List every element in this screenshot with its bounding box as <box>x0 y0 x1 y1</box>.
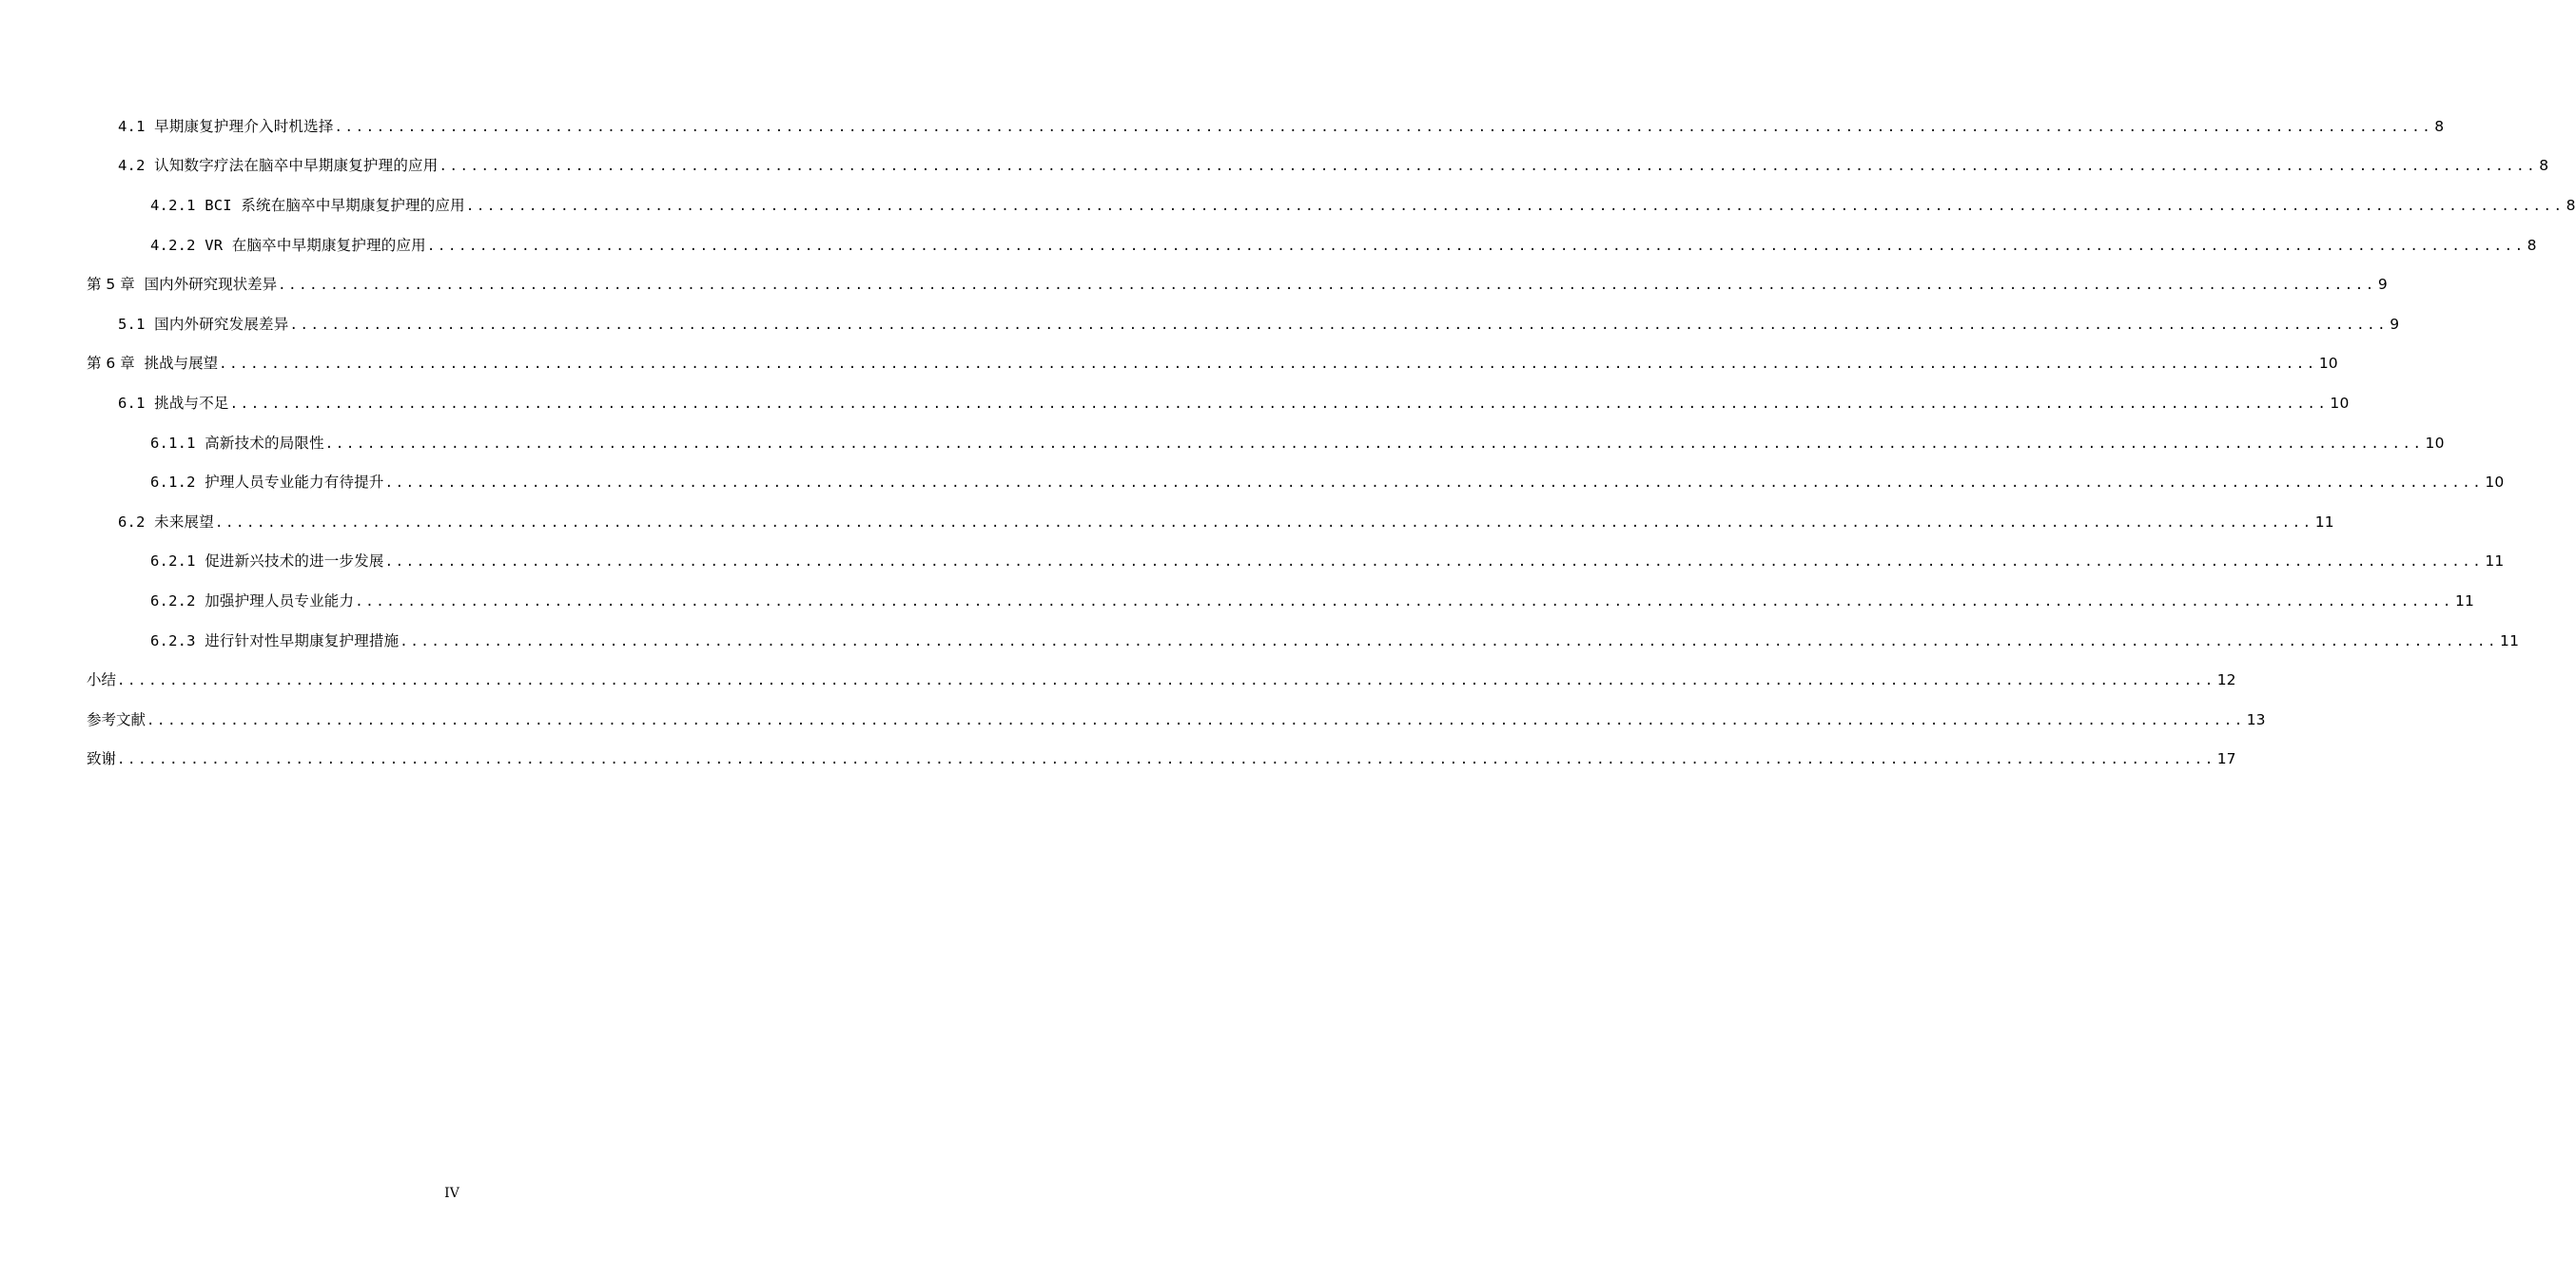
toc-leader-dots: ........................................................................................................................................................................................................ <box>278 278 2376 294</box>
toc-entry-page: 13 <box>2246 710 2266 728</box>
table-of-contents <box>0 106 2576 779</box>
toc-entry-title: 6.2.1 促进新兴技术的进一步发展 <box>150 552 384 571</box>
toc-entry-title: 6.2.3 进行针对性早期康复护理措施 <box>150 631 400 649</box>
toc-leader-dots: ........................................................................................................................................................................................................ <box>324 436 2424 452</box>
toc-entry-page: 10 <box>2318 355 2338 373</box>
toc-entry-title: 致谢 <box>87 750 117 768</box>
toc-entry-page: 11 <box>2500 631 2520 649</box>
toc-leader-dots: ........................................................................................................................................................................................................ <box>465 198 2565 214</box>
toc-entry[interactable] <box>0 700 2266 740</box>
toc-entry-page: 11 <box>2314 513 2334 531</box>
toc-entry-page: 17 <box>2216 750 2236 768</box>
toc-entry[interactable] <box>0 106 2445 146</box>
toc-entry[interactable] <box>0 264 2388 304</box>
toc-entry[interactable] <box>0 225 2537 265</box>
toc-entry[interactable] <box>0 502 2334 542</box>
toc-entry[interactable] <box>0 542 2505 582</box>
toc-entry[interactable] <box>0 621 2520 661</box>
toc-entry[interactable] <box>0 660 2236 700</box>
toc-entry-title: 4.1 早期康复护理介入时机选择 <box>118 117 334 135</box>
toc-entry[interactable] <box>0 383 2350 423</box>
toc-entry[interactable] <box>0 462 2505 502</box>
toc-entry-page: 8 <box>2527 236 2537 254</box>
toc-leader-dots: ........................................................................................................................................................................................................ <box>355 593 2453 610</box>
toc-entry-title: 6.2.2 加强护理人员专业能力 <box>150 591 355 610</box>
toc-leader-dots: ........................................................................................................................................................................................................ <box>146 712 2245 728</box>
toc-entry-title: 6.1 挑战与不足 <box>118 394 229 412</box>
toc-entry-title: 小结 <box>87 671 117 689</box>
toc-entry[interactable] <box>0 146 2549 186</box>
toc-entry-page: 11 <box>2485 552 2505 571</box>
toc-entry-page: 12 <box>2216 671 2236 689</box>
toc-entry-title: 4.2 认知数字疗法在脑卒中早期康复护理的应用 <box>118 157 439 175</box>
toc-entry-page: 8 <box>2539 157 2549 175</box>
toc-entry-title: 参考文献 <box>87 710 146 728</box>
toc-leader-dots: ........................................................................................................................................................................................................ <box>384 475 2484 492</box>
toc-entry-page: 10 <box>2330 394 2350 412</box>
toc-leader-dots: ........................................................................................................................................................................................................ <box>289 317 2389 333</box>
toc-leader-dots: ........................................................................................................................................................................................................ <box>219 357 2317 373</box>
toc-entry-page: 8 <box>2434 117 2445 135</box>
toc-leader-dots: ........................................................................................................................................................................................................ <box>214 514 2313 531</box>
toc-entry[interactable] <box>0 304 2400 344</box>
toc-entry-title: 第 5 章 国内外研究现状差异 <box>87 276 278 294</box>
toc-entry-page: 10 <box>2425 434 2445 452</box>
toc-leader-dots: ........................................................................................................................................................................................................ <box>400 633 2499 649</box>
toc-entry[interactable] <box>0 740 2236 780</box>
toc-entry-page: 8 <box>2566 196 2576 214</box>
page-number: IV <box>444 1186 459 1201</box>
toc-entry[interactable] <box>0 423 2445 463</box>
toc-entry[interactable] <box>0 581 2475 621</box>
toc-leader-dots: ........................................................................................................................................................................................................ <box>229 396 2329 412</box>
toc-leader-dots: ........................................................................................................................................................................................................ <box>117 673 2215 689</box>
toc-entry-title: 6.1.2 护理人员专业能力有待提升 <box>150 474 384 492</box>
toc-entry-title: 第 6 章 挑战与展望 <box>87 355 219 373</box>
toc-entry-title: 6.2 未来展望 <box>118 513 214 531</box>
toc-entry-page: 9 <box>2377 276 2388 294</box>
toc-leader-dots: ........................................................................................................................................................................................................ <box>117 752 2215 768</box>
toc-entry[interactable] <box>0 344 2338 384</box>
toc-entry-page: 9 <box>2390 315 2400 333</box>
toc-leader-dots: ........................................................................................................................................................................................................ <box>384 554 2484 571</box>
toc-entry-title: 4.2.1 BCI 系统在脑卒中早期康复护理的应用 <box>150 196 465 214</box>
toc-leader-dots: ........................................................................................................................................................................................................ <box>426 238 2526 254</box>
toc-entry-title: 4.2.2 VR 在脑卒中早期康复护理的应用 <box>150 236 426 254</box>
toc-entry-page: 10 <box>2485 474 2505 492</box>
toc-leader-dots: ........................................................................................................................................................................................................ <box>334 119 2433 135</box>
toc-entry[interactable] <box>0 185 2576 225</box>
toc-entry-title: 6.1.1 高新技术的局限性 <box>150 434 324 452</box>
toc-entry-page: 11 <box>2454 591 2475 610</box>
toc-entry-title: 5.1 国内外研究发展差异 <box>118 315 289 333</box>
toc-leader-dots: ........................................................................................................................................................................................................ <box>439 159 2538 175</box>
